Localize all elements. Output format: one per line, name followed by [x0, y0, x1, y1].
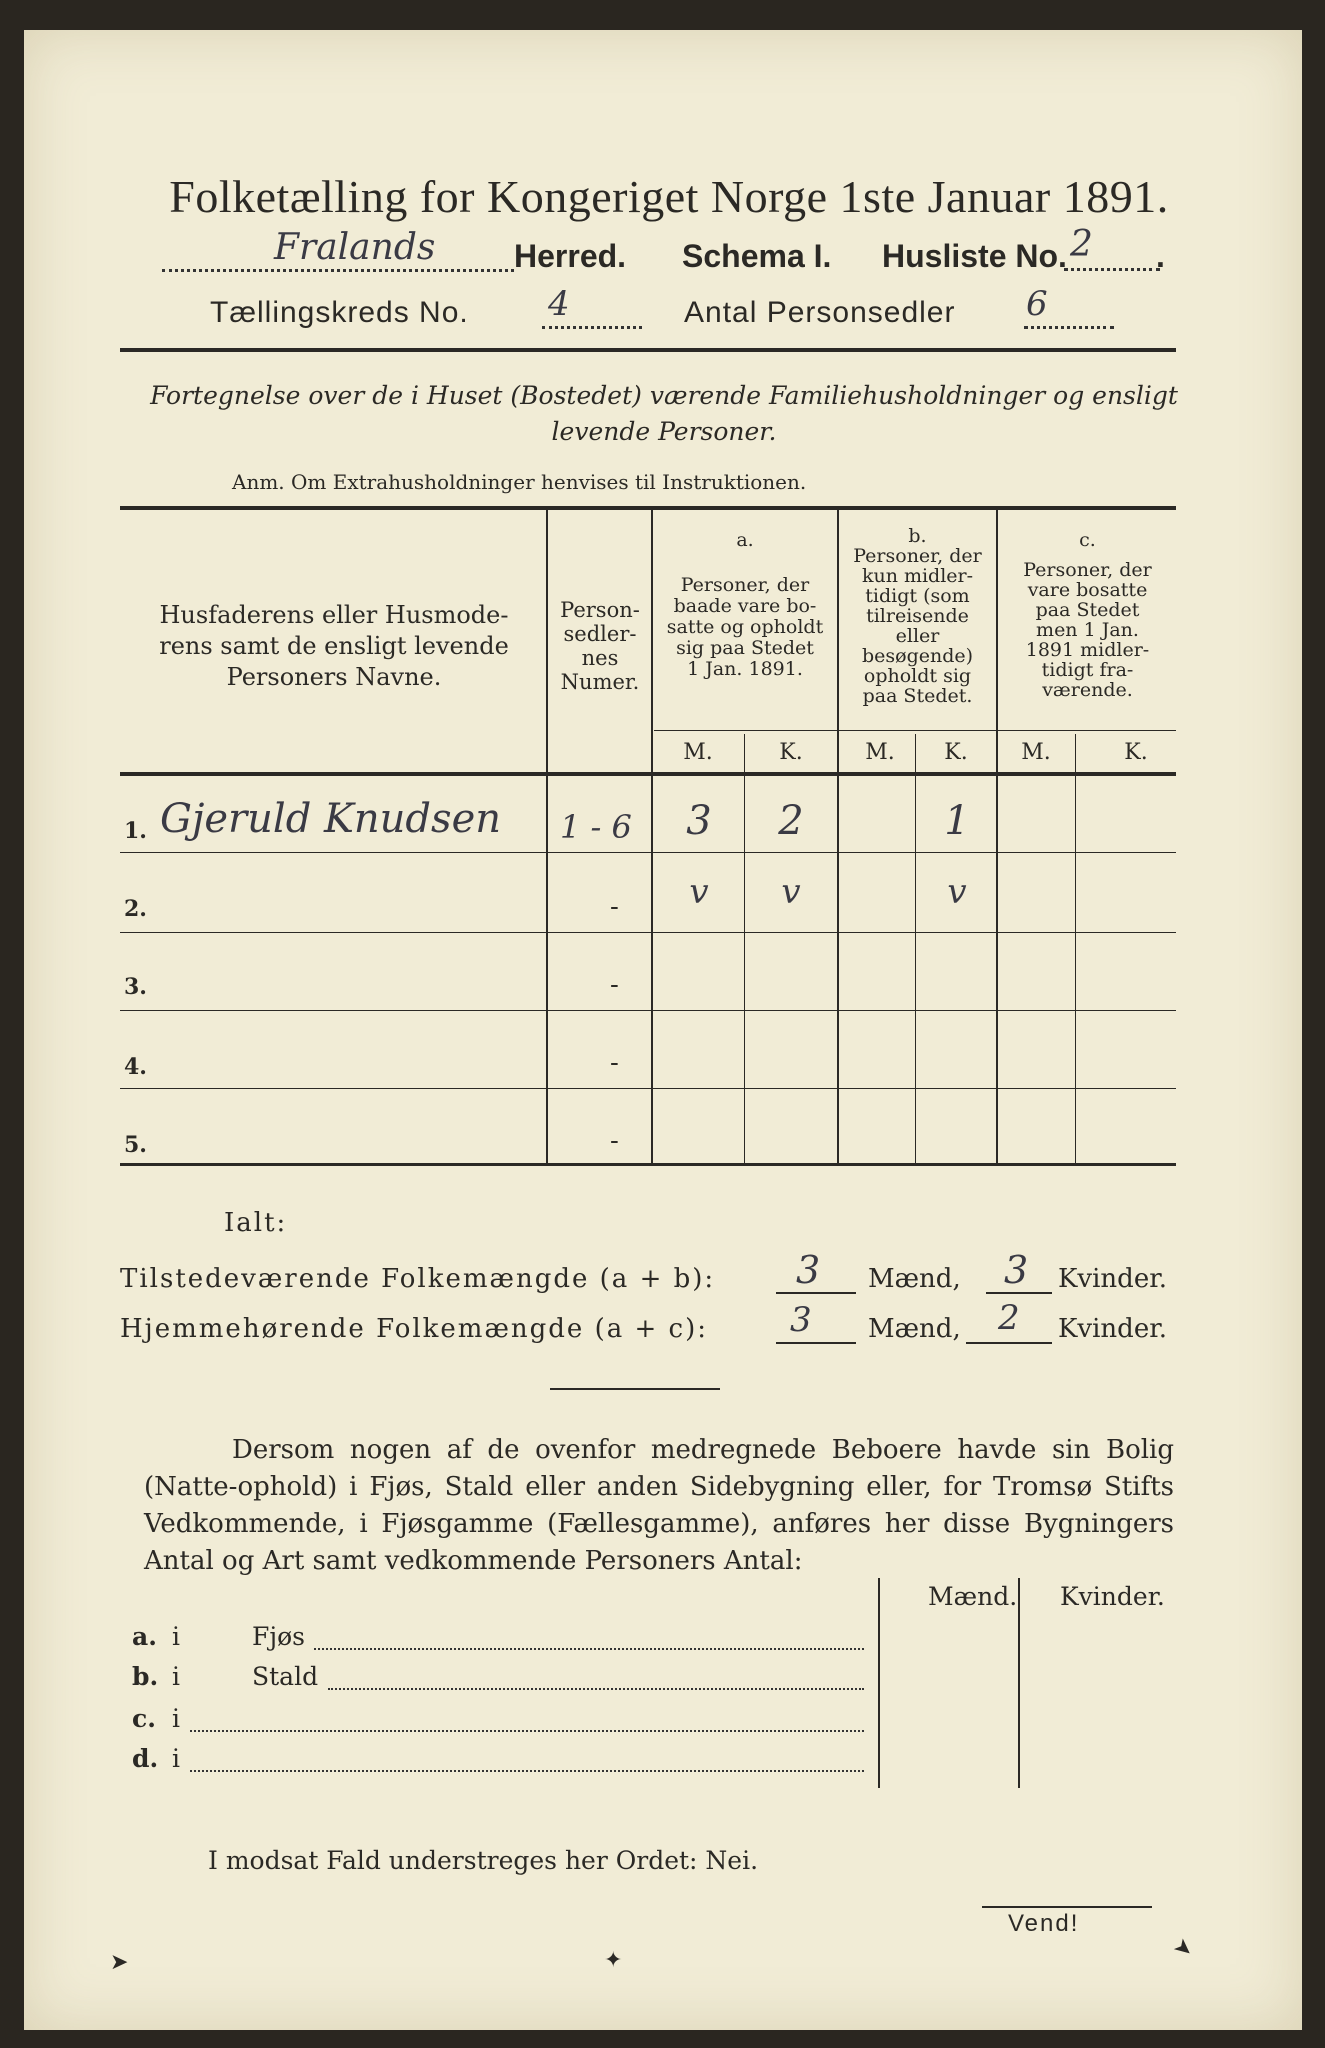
tilstede-k: 3 — [1004, 1248, 1029, 1292]
col-a-m: M. — [683, 740, 713, 765]
vend-label: Vend! — [1008, 1910, 1080, 1937]
personsedler-label: Antal Personsedler — [684, 296, 956, 329]
table-header-rule — [120, 772, 1176, 776]
personsedler-count: 6 — [1026, 284, 1048, 324]
row1-num: 1 - 6 — [560, 808, 632, 846]
schema-label: Schema I. — [682, 238, 832, 274]
corner-mark: ➤ — [1168, 1932, 1199, 1965]
col-b-m: M. — [865, 740, 895, 765]
buildings-paragraph: Dersom nogen af de ovenfor medregnede Beboere havde sin Bolig (Natte-ophold) i Fjøs, Stald eller anden Sidebygning eller, for Tromsø Stifts Vedkommende, i Fjøsgamme (Fællesgamme), anføres her disse Bygningers Antal og Art samt vedkommende Personers Antal: — [144, 1435, 1174, 1576]
household-head-name: Gjeruld Knudsen — [160, 796, 501, 842]
anm-note: Anm. Om Extrahusholdninger henvises til Instruktionen. — [232, 470, 807, 494]
herred-label: Herred. — [514, 238, 627, 274]
buildings-kvinder-header: Kvinder. — [1060, 1582, 1165, 1611]
row2-b-k: v — [947, 872, 967, 912]
husliste-no: 2 — [1070, 224, 1093, 265]
buildings-maend-header: Mænd. — [928, 1582, 1018, 1611]
table-bottom-rule — [120, 1163, 1176, 1166]
intro-text: Fortegnelse over de i Huset (Bostedet) værende Familiehusholdninger og ensligt levende Personer. — [150, 381, 1178, 446]
section-divider — [550, 1388, 720, 1390]
col-c-k: K. — [1124, 740, 1148, 765]
modsat-note: I modsat Fald understreges her Ordet: Nei. — [208, 1846, 759, 1875]
row1-b-k: 1 — [944, 798, 970, 844]
census-form-page: Folketælling for Kongeriget Norge 1ste Januar 1891. Fralands Herred. Schema I. Husliste No. 2 . Tællingskreds No. 4 Antal Personsedler 6 Fortegnelse over de i Huset (Bostedet) værende Familiehusholdninger og ensligt levende Personer. Anm. Om Extrahusholdninger henvises til Instruktionen. Husfaderens eller Husmode- rens samt de ensligt levende Personers Navne. Person- sedler- nes Numer. a. Personer, der baade vare bo- satte og opholdt sig paa Stedet 1 Jan. 1891. b. Personer, der kun midler- tidigt (som tilreisende eller besøgende) opholdt sig paa Stedet. c. Personer, der vare bosatte paa Stedet men 1 Jan. 1891 midler- tidigt fra- værende. M. K. M. K. M. K. 1. Gjeruld Knudsen 1 - 6 3 2 1 2. - v v v 3. - 4. - 5. - Ialt: Tilstedeværende Folkemængde (a + b): 3 Mænd, 3 Kvinder. Hjemmehørende Folkemængde (a + c): 3 Mænd, 2 Kvinder. Dersom nogen af de ovenfor medregnede Beboere havde sin Bolig (Natte-ophold) i Fjøs, Stald eller anden Sidebygning eller, for Tromsø Stifts Vedkommende, i Fjøsgamme (Fællesgamme), anføres her disse Bygningers Antal og Art samt vedkommende Personers Antal: Mænd. Kvinder. a. i Fjøs b. i Stald c. i d. i I modsat Fald understreges her Ordet: Nei. Vend! ➤ ✦ ➤ — [24, 30, 1302, 2030]
hjemme-m: 3 — [790, 1300, 812, 1340]
corner-mark: ➤ — [110, 1950, 129, 1975]
kreds-no: 4 — [548, 284, 570, 324]
husliste-underline — [1064, 268, 1160, 271]
col-header-c: c. Personer, der vare bosatte paa Stedet men 1 Jan. 1891 midler- tidigt fra- værende. — [1023, 529, 1152, 701]
tilstede-m: 3 — [796, 1248, 821, 1292]
col-c-m: M. — [1021, 740, 1051, 765]
kreds-label: Tællingskreds No. — [210, 296, 469, 329]
row1-a-k: 2 — [778, 798, 804, 844]
hjemme-k: 2 — [998, 1298, 1020, 1338]
header-rule — [120, 348, 1176, 352]
table-top-rule — [120, 506, 1176, 510]
husliste-label: Husliste No. — [882, 238, 1067, 274]
row2-a-m: v — [689, 872, 709, 912]
col-header-name: Husfaderens eller Husmode- rens samt de ensligt levende Personers Navne. — [159, 601, 509, 691]
col-b-k: K. — [944, 740, 968, 765]
kreds-underline — [542, 326, 642, 329]
col-header-a: a. Personer, der baade vare bo- satte og opholdt sig paa Stedet 1 Jan. 1891. — [666, 529, 824, 680]
col-a-k: K. — [779, 740, 803, 765]
col-header-b: b. Personer, der kun midler- tidigt (som tilreisende eller besøgende) opholdt sig paa Stedet. — [853, 525, 982, 707]
corner-mark: ✦ — [604, 1948, 623, 1973]
row1-a-m: 3 — [686, 798, 712, 844]
col-header-num: Person- sedler- nes Numer. — [560, 598, 640, 694]
personsedler-underline — [1024, 326, 1114, 329]
row2-a-k: v — [781, 872, 801, 912]
form-title: Folketælling for Kongeriget Norge 1ste Januar 1891. — [169, 171, 1169, 222]
tilstede-label: Tilstedeværende Folkemængde (a + b): — [120, 1264, 716, 1294]
hjemme-label: Hjemmehørende Folkemængde (a + c): — [120, 1314, 708, 1344]
herred-name: Fralands — [274, 227, 436, 268]
ialt-label: Ialt: — [224, 1208, 288, 1238]
